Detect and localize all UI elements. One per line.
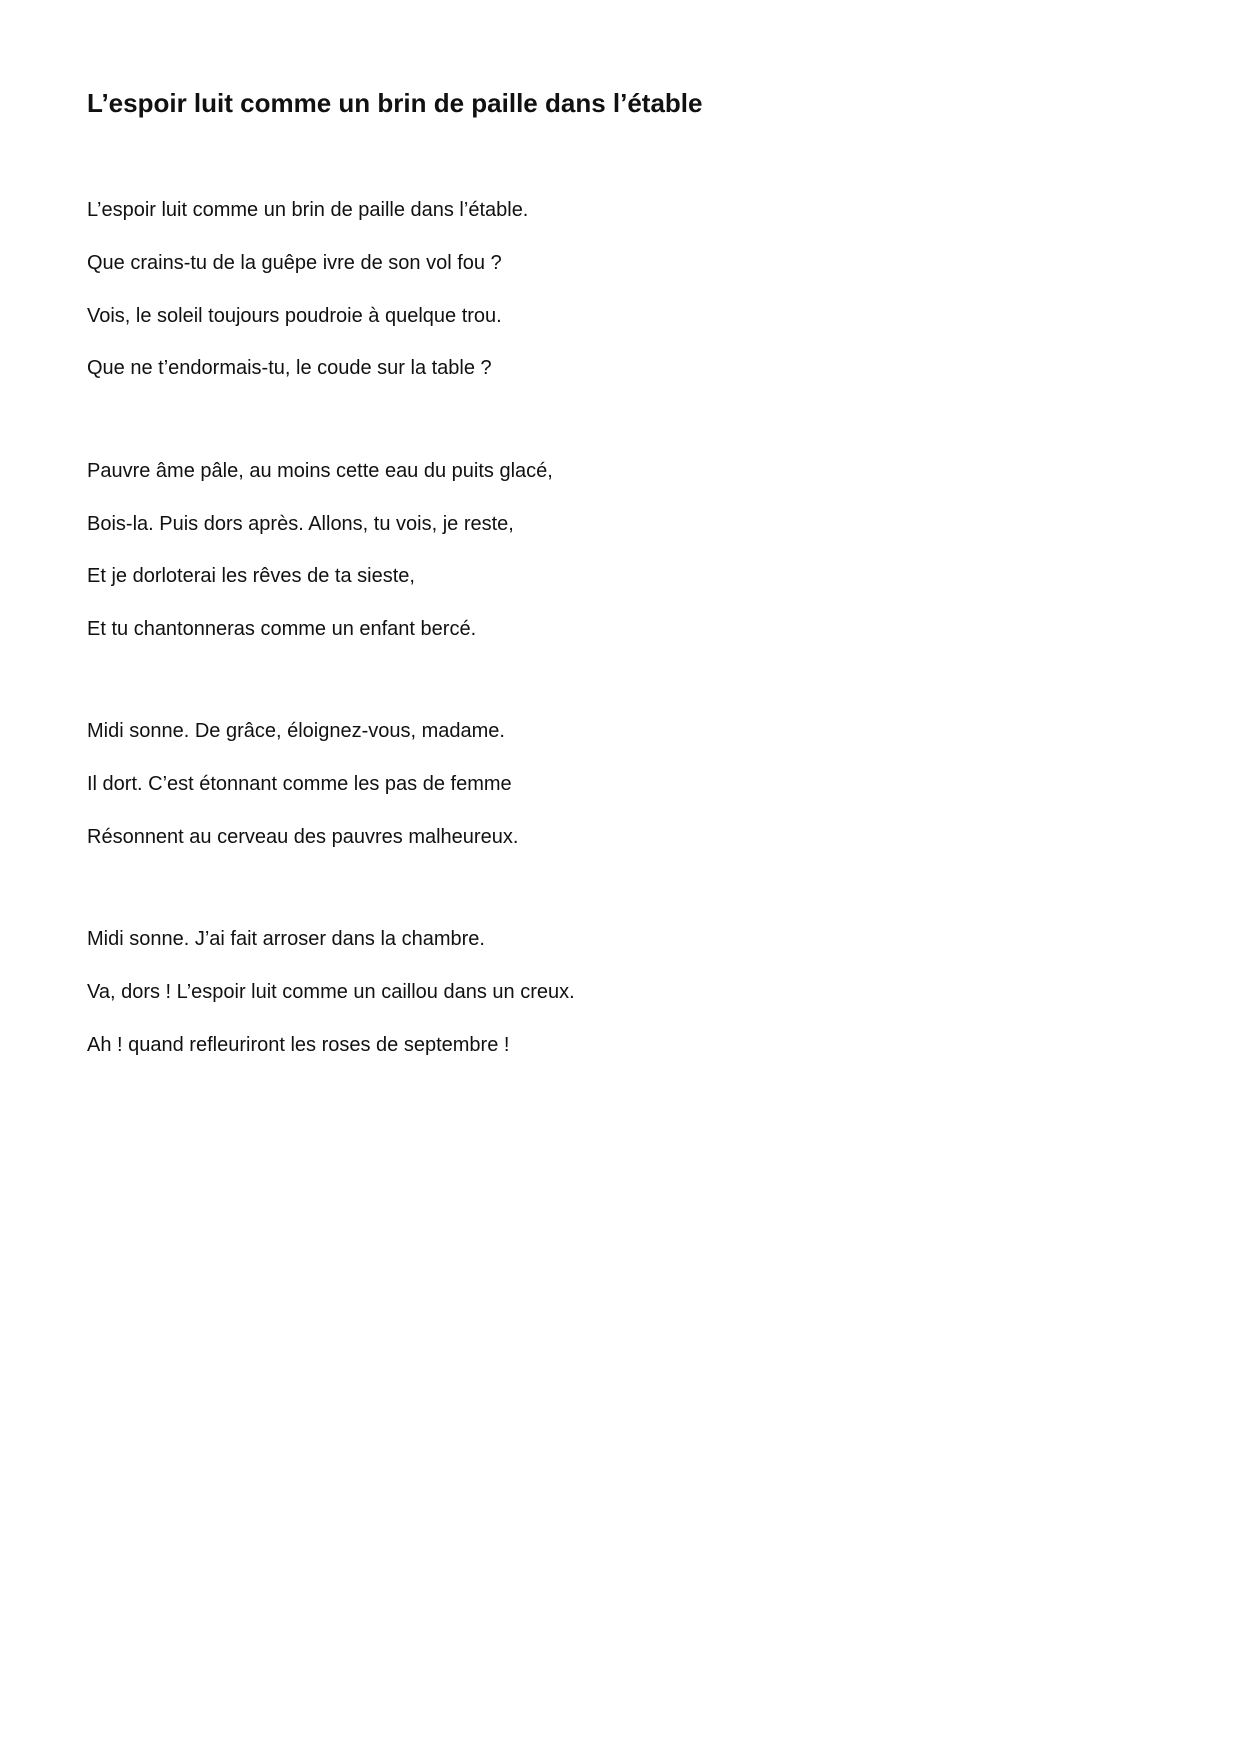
poem-line: Pauvre âme pâle, au moins cette eau du puits glacé, xyxy=(87,460,553,482)
poem-title: L’espoir luit comme un brin de paille dans l’étable xyxy=(87,88,703,118)
poem-line: Vois, le soleil toujours poudroie à quelque trou. xyxy=(87,305,502,327)
poem-line: Il dort. C’est étonnant comme les pas de femme xyxy=(87,773,512,795)
poem-line: Que ne t’endormais-tu, le coude sur la table ? xyxy=(87,357,492,379)
poem-line: Et tu chantonneras comme un enfant bercé. xyxy=(87,618,477,640)
poem-line: Midi sonne. De grâce, éloignez-vous, madame. xyxy=(87,720,505,742)
poem-line: L’espoir luit comme un brin de paille dans l’étable. xyxy=(87,199,529,221)
poem-line: Va, dors ! L’espoir luit comme un caillou dans un creux. xyxy=(87,981,575,1003)
poem-line: Bois-la. Puis dors après. Allons, tu vois, je reste, xyxy=(87,513,514,535)
poem-line: Ah ! quand refleuriront les roses de septembre ! xyxy=(87,1034,510,1056)
poem-line: Que crains-tu de la guêpe ivre de son vol fou ? xyxy=(87,252,502,274)
poem-line: Résonnent au cerveau des pauvres malheureux. xyxy=(87,826,519,848)
poem-line: Midi sonne. J’ai fait arroser dans la chambre. xyxy=(87,928,485,950)
poem-line: Et je dorloterai les rêves de ta sieste, xyxy=(87,565,415,587)
